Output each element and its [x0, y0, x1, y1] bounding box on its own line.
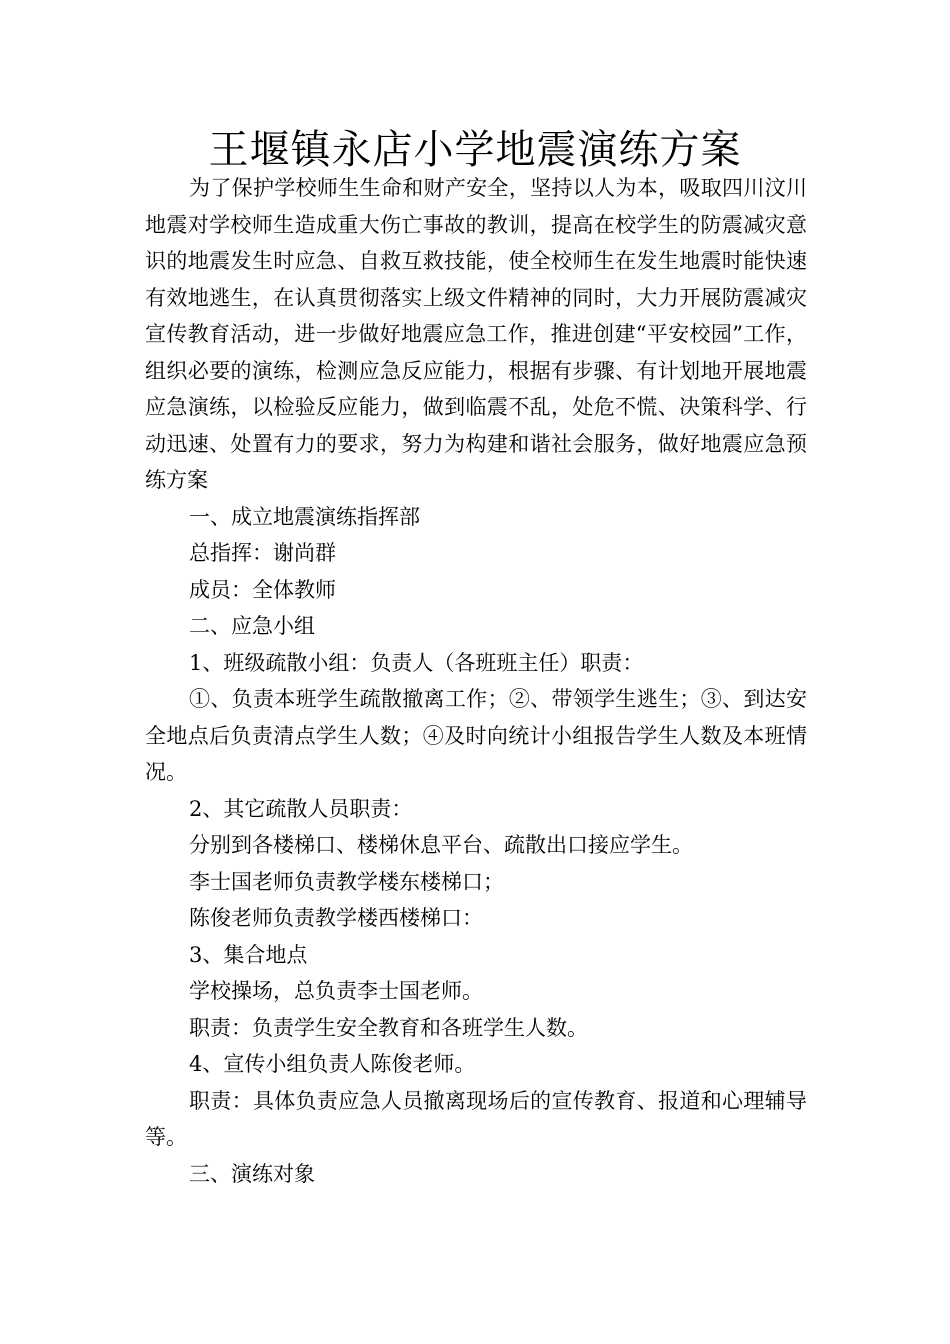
- intro-paragraph: 为了保护学校师生生命和财产安全，坚持以人为本，吸取四川汶川地震对学校师生造成重大伤亡事故的教训，提高在校学生的防震减灾意识的地震发生时应急、自救互救技能，使全校师生在发生地震时能快速有效地逃生，在认真贯彻落实上级文件精神的同时，大力开展防震减灾宣传教育活动，进一步做好地震应急工作，推进创建“平安校园”工作，组织必要的演练，检测应急反应能力，根据有步骤、有计划地开展地震应急演练，以检验反应能力，做到临震不乱，处危不慌、决策科学、行动迅速、处置有力的要求，努力为构建和谐社会服务，做好地震应急预练方案: [145, 176, 807, 492]
- document-body: [145, 170, 807, 1192]
- west-stairs-teacher: 陈俊老师负责教学楼西楼梯口：: [189, 906, 483, 930]
- stairway-assignment: 分别到各楼梯口、楼梯休息平台、疏散出口接应学生。: [189, 833, 693, 857]
- section-heading-groups: 二、应急小组: [189, 614, 315, 638]
- assembly-point: 学校操场，总负责李士国老师。: [189, 979, 483, 1003]
- assembly-point-heading: 3、集合地点: [189, 942, 308, 967]
- east-stairs-teacher: 李士国老师负责教学楼东楼梯口；: [189, 869, 504, 894]
- assembly-duties: 职责：负责学生安全教育和各班学生人数。: [189, 1015, 588, 1040]
- class-evacuation-group: 1、班级疏散小组：负责人（各班班主任）职责：: [189, 650, 644, 675]
- other-evacuation-staff: 2、其它疏散人员职责：: [189, 796, 413, 821]
- commander-line: 总指挥：谢尚群: [189, 541, 336, 565]
- members-line: 成员：全体教师: [189, 577, 336, 602]
- publicity-group: 4、宣传小组负责人陈俊老师。: [189, 1052, 476, 1076]
- document-title: 王堰镇永店小学地震演练方案: [208, 127, 742, 173]
- section-heading-command: 一、成立地震演练指挥部: [189, 504, 420, 529]
- section-heading-participants: 三、演练对象: [189, 1161, 315, 1186]
- publicity-duties: 职责：具体负责应急人员撤离现场后的宣传教育、报道和心理辅导等。: [145, 1088, 807, 1149]
- class-evacuation-duties: ①、负责本班学生疏散撤离工作；②、带领学生逃生；③、到达安全地点后负责清点学生人数；④及时向统计小组报告学生人数及本班情况。: [145, 687, 807, 784]
